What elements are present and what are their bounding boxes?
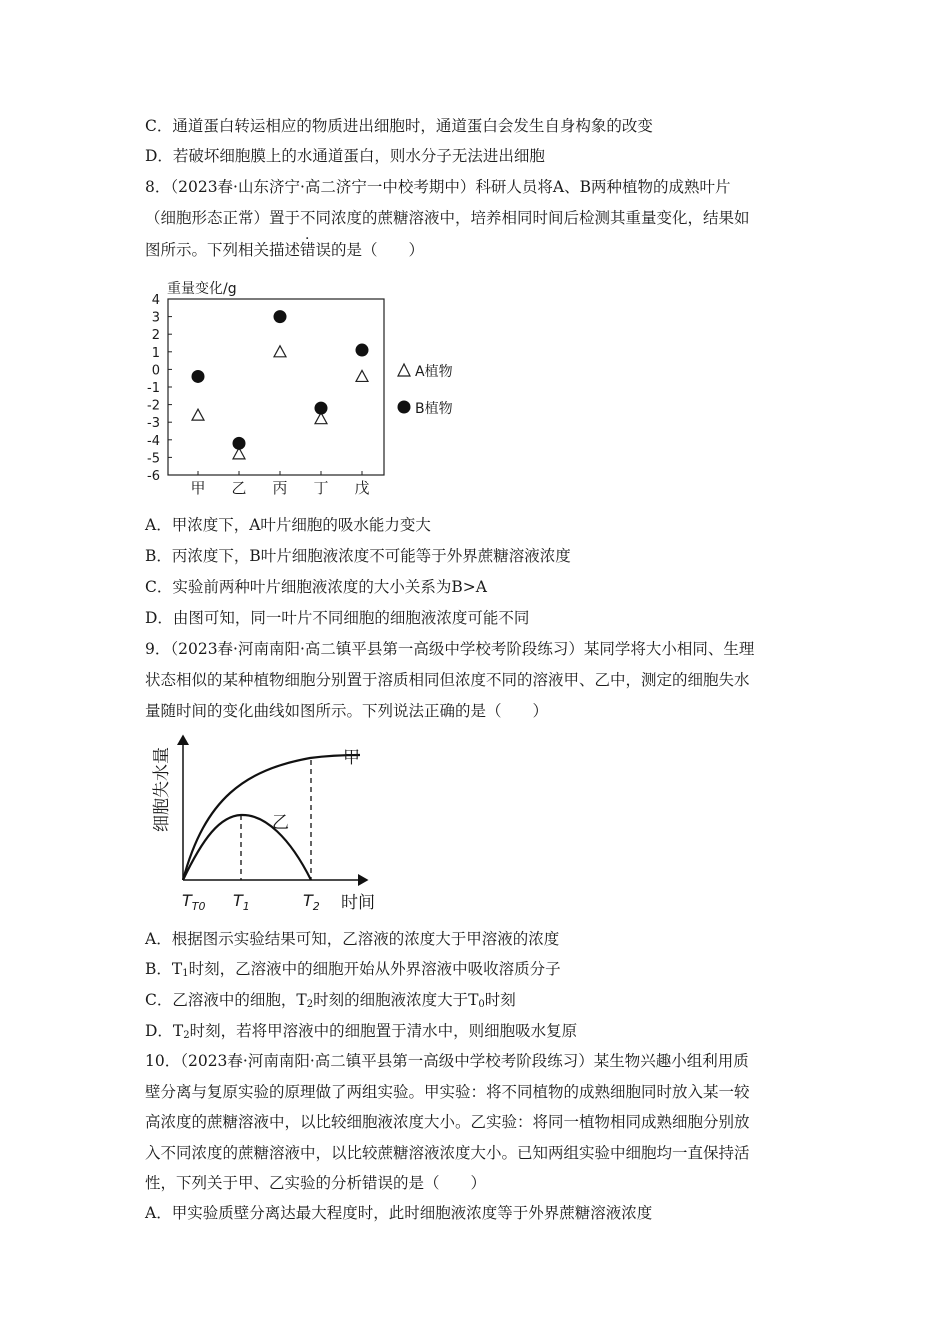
- y-tick-label: 2: [151, 328, 160, 344]
- x-axis-label: 时间: [341, 893, 375, 913]
- q8-option-d: D．由图可知，同一叶片不同细胞的细胞液浓度可能不同: [145, 609, 530, 627]
- plot-frame: [168, 299, 384, 475]
- q9-stem-line3: 量随时间的变化曲线如图所示。下列说法正确的是（ ）: [145, 702, 549, 720]
- y-tick-label: -5: [147, 451, 160, 467]
- y-axis-label: 重量变化/g: [167, 281, 237, 297]
- x-tick-label: 丙: [272, 479, 288, 497]
- curve-label-yi: 乙: [272, 813, 289, 833]
- q10-option-a: A．甲实验质壁分离达最大程度时，此时细胞液浓度等于外界蔗糖溶液浓度: [145, 1204, 653, 1222]
- tick-t1: $T_1$: [233, 891, 250, 913]
- legend-triangle-icon: [398, 364, 410, 376]
- q7-option-d: D．若破坏细胞膜上的水通道蛋白，则水分子无法进出细胞: [145, 147, 545, 165]
- curve-yi: [183, 815, 311, 880]
- curve-label-jia: 甲: [343, 748, 360, 768]
- legend-label-b: B植物: [415, 401, 453, 417]
- q9-option-b: [145, 959, 561, 984]
- q10-stem-line2: 壁分离与复原实验的原理做了两组实验。甲实验：将不同植物的成熟细胞同时放入某一较: [145, 1083, 750, 1101]
- y-tick-label: 3: [151, 310, 160, 326]
- text: 时刻，若将甲溶液中的细胞置于清水中，则细胞吸水复原: [189, 1022, 578, 1040]
- q7-option-c: C．通道蛋白转运相应的物质进出细胞时，通道蛋白会发生自身构象的改变: [145, 117, 653, 135]
- q8-stem-line3: [145, 240, 424, 260]
- q10-stem-line3: 高浓度的蔗糖溶液中，以比较细胞液浓度大小。乙实验：将同一植物相同成熟细胞分别放: [145, 1113, 750, 1131]
- q8-stem-end: 的是（ ）: [331, 241, 425, 259]
- point-b-plant: [192, 370, 205, 383]
- y-tick-label: -4: [147, 433, 160, 449]
- emphasis-mark: 错误: [300, 241, 332, 259]
- y-tick-label: -3: [147, 416, 160, 432]
- subscript: 0: [478, 999, 485, 1010]
- subscript: 1: [182, 968, 189, 979]
- y-tick-label: 1: [151, 345, 160, 361]
- data-points: [192, 310, 369, 459]
- point-a-plant: [192, 409, 204, 420]
- point-b-plant: [356, 344, 369, 357]
- q9-option-d: [145, 1021, 577, 1046]
- point-b-plant: [233, 437, 246, 450]
- water-loss-chart: [145, 728, 385, 918]
- text: C．乙溶液中的细胞，T: [145, 991, 307, 1009]
- q8-option-b: B．丙浓度下，B叶片细胞液浓度不可能等于外界蔗糖溶液浓度: [145, 547, 571, 565]
- q10-stem-line1: 10．（2023春·河南南阳·高二镇平县第一高级中学校考阶段练习）某生物兴趣小组利用质: [145, 1052, 749, 1070]
- legend-circle-icon: [398, 401, 411, 414]
- q10-stem-line5: 性，下列关于甲、乙实验的分析错误的是（ ）: [145, 1174, 487, 1192]
- text: B．T: [145, 960, 183, 978]
- q10-stem-line4: 入不同浓度的蔗糖溶液中，以比较蔗糖溶液浓度大小。已知两组实验中细胞均一直保持活: [145, 1144, 750, 1162]
- y-tick-label: 4: [151, 293, 160, 308]
- y-tick-label: 0: [151, 363, 160, 379]
- x-tick-label: 乙: [231, 479, 247, 497]
- q9-stem-line1: 9．（2023春·河南南阳·高二镇平县第一高级中学校考阶段练习）某同学将大小相同、生理: [145, 640, 755, 658]
- q8-stem-line2: （细胞形态正常）置于不同浓度的蔗糖溶液中，培养相同时间后检测其重量变化，结果如: [145, 209, 750, 227]
- y-axis-label: 细胞失水量: [152, 747, 172, 832]
- tick-t0: $T_{T0}$: [182, 891, 206, 913]
- scatter-chart: [140, 272, 480, 502]
- q8-stem-line1: 8．（2023春·山东济宁·高二济宁一中校考期中）科研人员将A、B两种植物的成熟叶片: [145, 178, 731, 196]
- q9-stem-line2: 状态相似的某种植物细胞分别置于溶质相同但浓度不同的溶液甲、乙中，测定的细胞失水: [145, 671, 750, 689]
- text: 时刻的细胞液浓度大于T: [313, 991, 479, 1009]
- x-tick-label: 丁: [313, 479, 329, 497]
- legend: [398, 363, 453, 417]
- text: 时刻: [484, 991, 516, 1009]
- text: 时刻，乙溶液中的细胞开始从外界溶液中吸收溶质分子: [188, 960, 561, 978]
- y-tick-label: -1: [147, 381, 160, 396]
- point-a-plant: [356, 370, 368, 381]
- subscript: 2: [306, 999, 314, 1010]
- point-b-plant: [315, 402, 328, 415]
- legend-label-a: A植物: [415, 364, 453, 380]
- point-b-plant: [274, 310, 287, 323]
- y-tick-label: -2: [147, 398, 160, 414]
- q9-option-a: A．根据图示实验结果可知，乙溶液的浓度大于甲溶液的浓度: [145, 930, 560, 948]
- q8-stem-text: 图所示。下列相关描述: [145, 241, 301, 259]
- subscript: 2: [183, 1030, 190, 1041]
- y-tick-label: -6: [147, 469, 160, 484]
- point-a-plant: [274, 346, 286, 357]
- q8-option-c: C．实验前两种叶片细胞液浓度的大小关系为B>A: [145, 578, 487, 596]
- text: D．T: [145, 1022, 184, 1040]
- q9-option-c: [145, 990, 516, 1015]
- x-tick-label: 戊: [354, 479, 370, 497]
- x-tick-label: 甲: [190, 479, 206, 497]
- q8-option-a: A．甲浓度下，A叶片细胞的吸水能力变大: [145, 516, 431, 534]
- tick-t2: $T_2$: [303, 891, 320, 913]
